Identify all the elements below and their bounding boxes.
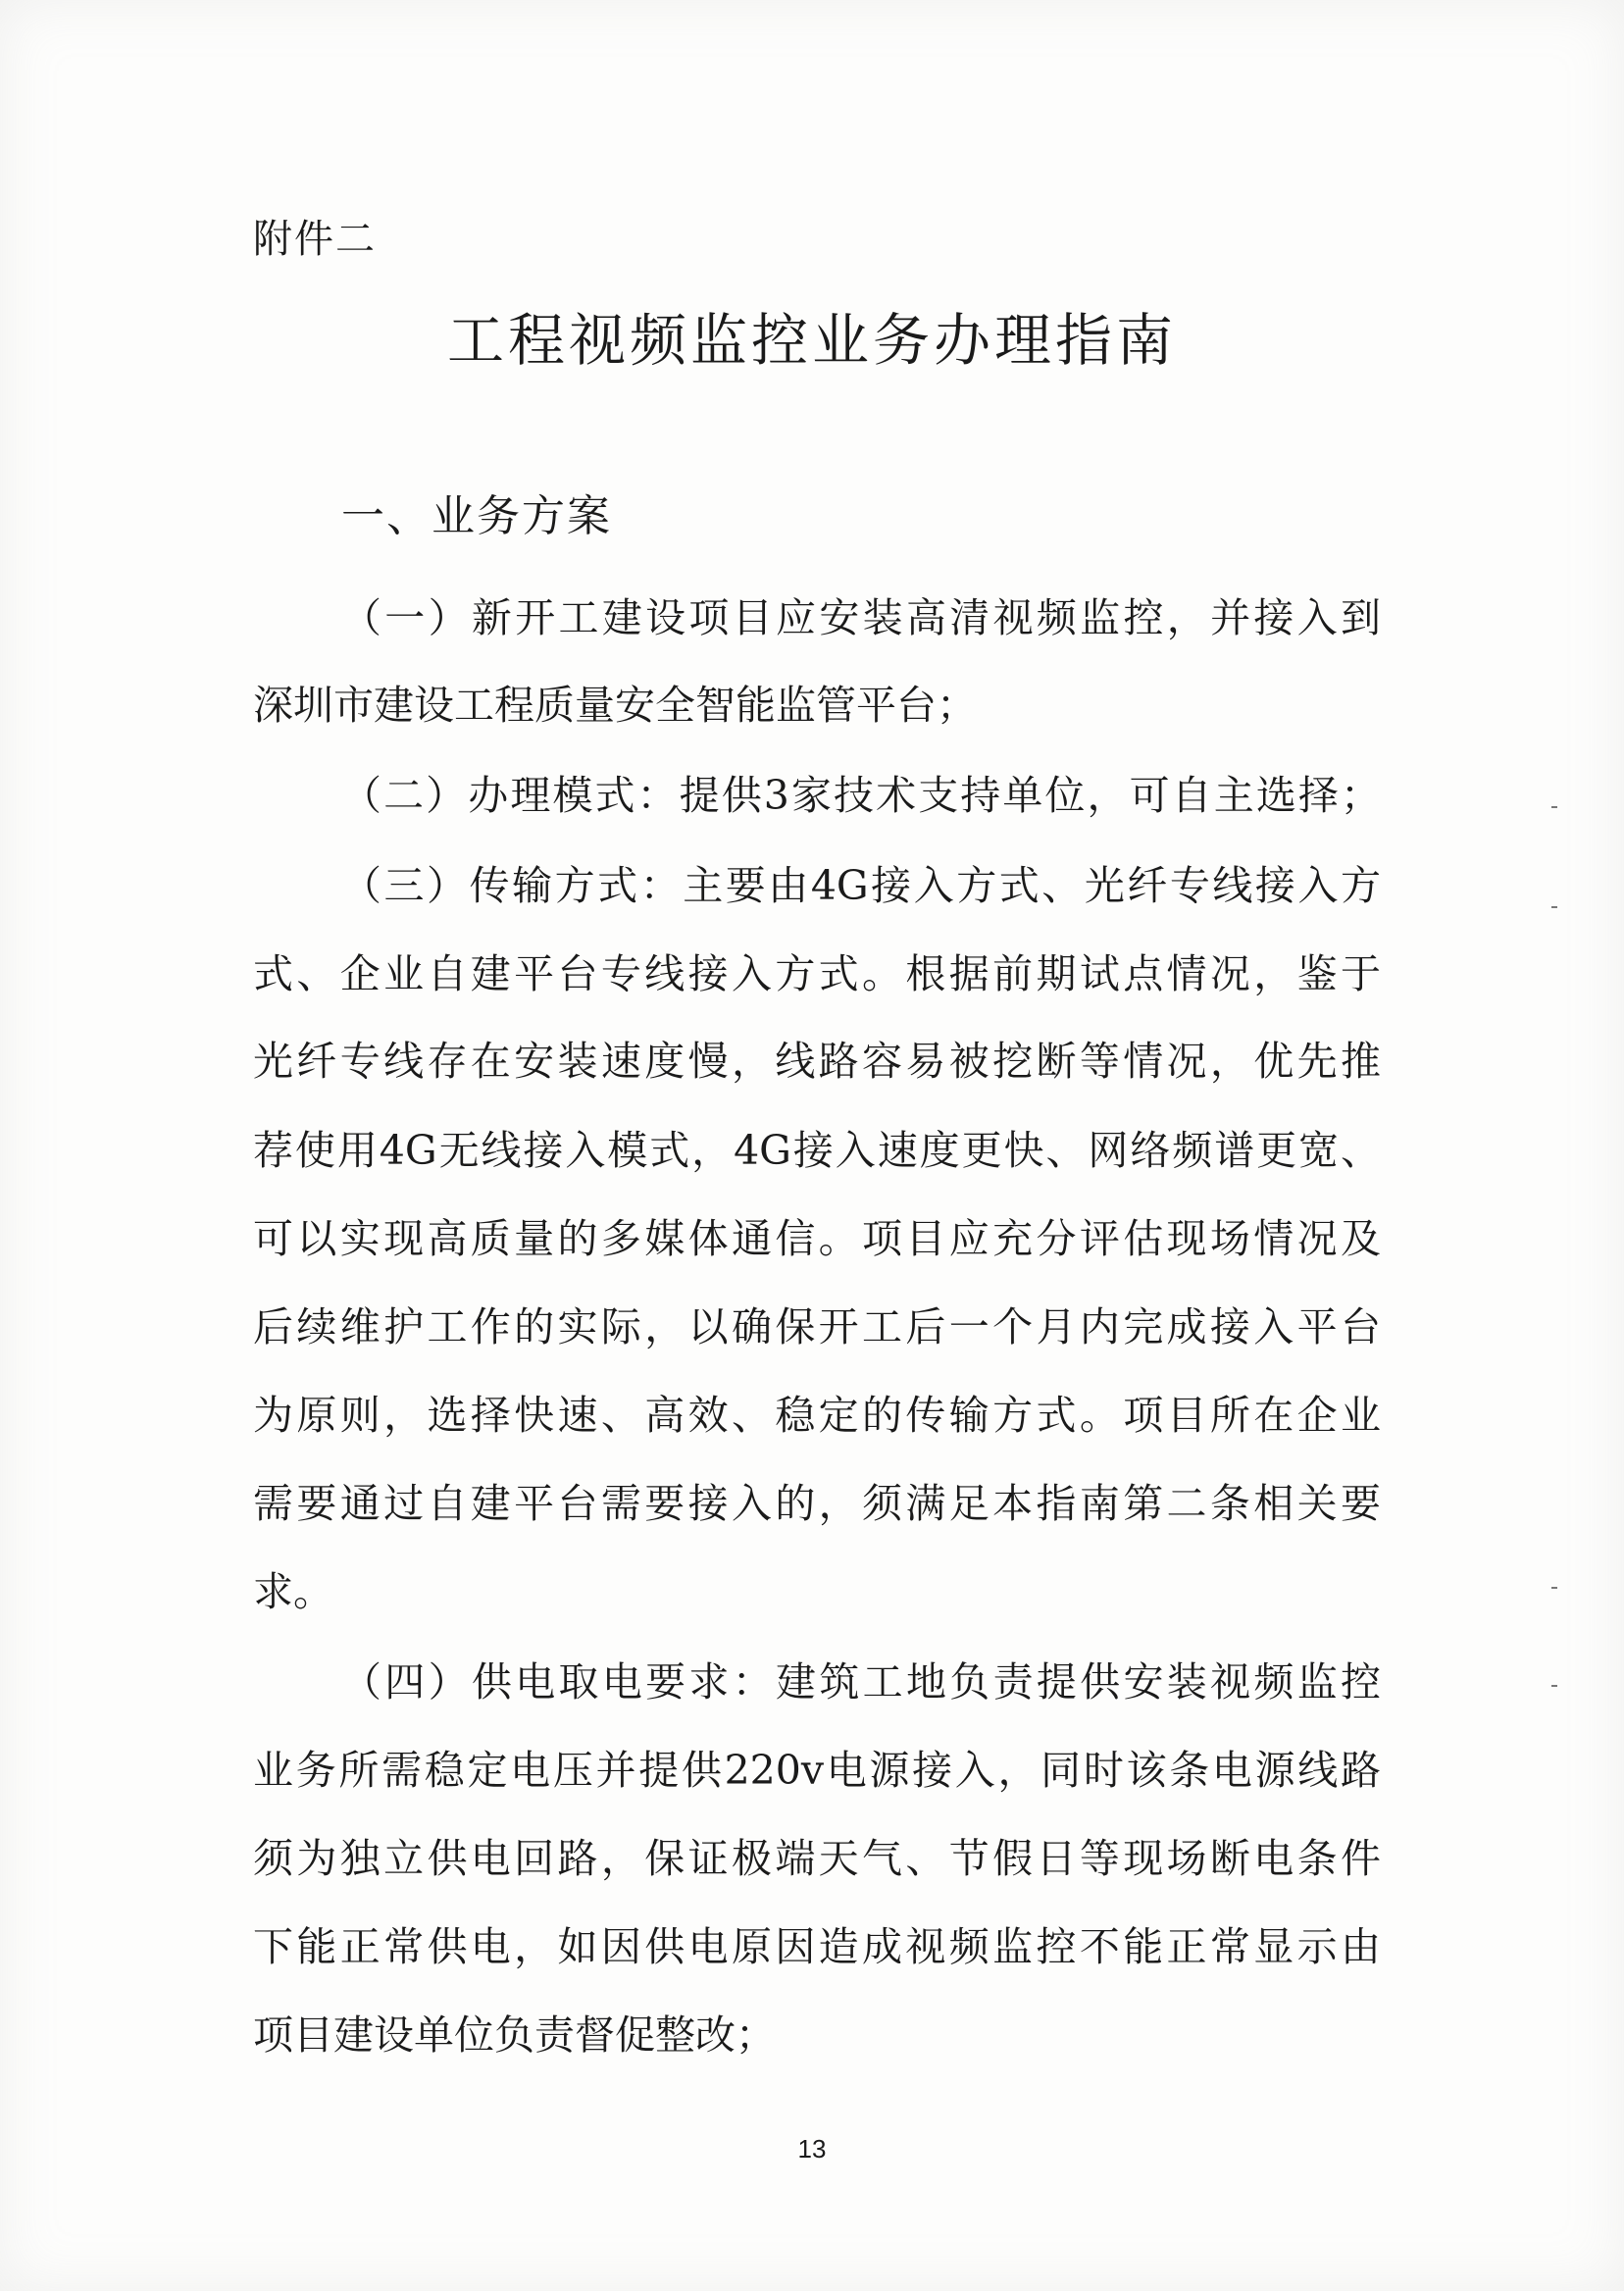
paragraph-line: （四）供电取电要求：建筑工地负责提供安装视频监控 bbox=[341, 1658, 1381, 1706]
document-title: 工程视频监控业务办理指南 bbox=[446, 307, 1177, 374]
paragraph-line: 深圳市建设工程质量安全智能监管平台； bbox=[253, 682, 977, 729]
paragraph-line: （二）办理模式：提供3家技术支持单位，可自主选择； bbox=[341, 772, 1381, 819]
paragraph-line: 后续维护工作的实际，以确保开工后一个月内完成接入平台 bbox=[253, 1303, 1381, 1350]
scan-margin-mark bbox=[1551, 906, 1557, 908]
paragraph-line: （一）新开工建设项目应安装高清视频监控，并接入到 bbox=[341, 594, 1381, 641]
attachment-label: 附件二 bbox=[253, 217, 377, 262]
paragraph-line: 式、企业自建平台专线接入方式。根据前期试点情况，鉴于 bbox=[253, 950, 1381, 997]
paragraph-line: （三）传输方式：主要由4G接入方式、光纤专线接入方 bbox=[341, 862, 1381, 909]
paragraph-line: 需要通过自建平台需要接入的，须满足本指南第二条相关要 bbox=[253, 1480, 1381, 1527]
scan-margin-mark bbox=[1551, 806, 1557, 808]
paragraph-line: 下能正常供电，如因供电原因造成视频监控不能正常显示由 bbox=[253, 1923, 1381, 1970]
paragraph-line: 求。 bbox=[253, 1568, 333, 1615]
paragraph-line: 项目建设单位负责督促整改； bbox=[253, 2011, 776, 2059]
paragraph-line: 须为独立供电回路，保证极端天气、节假日等现场断电条件 bbox=[253, 1835, 1381, 1882]
paragraph-line: 可以实现高质量的多媒体通信。项目应充分评估现场情况及 bbox=[253, 1215, 1381, 1262]
paragraph-line: 业务所需稳定电压并提供220v电源接入，同时该条电源线路 bbox=[253, 1747, 1381, 1794]
paragraph-line: 为原则，选择快速、高效、稳定的传输方式。项目所在企业 bbox=[253, 1392, 1381, 1439]
scan-margin-mark bbox=[1551, 1587, 1557, 1589]
scan-margin-mark bbox=[1551, 1685, 1557, 1687]
section-heading: 一、业务方案 bbox=[341, 491, 612, 541]
paragraph-line: 荐使用4G无线接入模式，4G接入速度更快、网络频谱更宽、 bbox=[253, 1127, 1381, 1174]
page-number: 13 bbox=[797, 2134, 827, 2164]
paragraph-line: 光纤专线存在安装速度慢，线路容易被挖断等情况，优先推 bbox=[253, 1038, 1381, 1085]
